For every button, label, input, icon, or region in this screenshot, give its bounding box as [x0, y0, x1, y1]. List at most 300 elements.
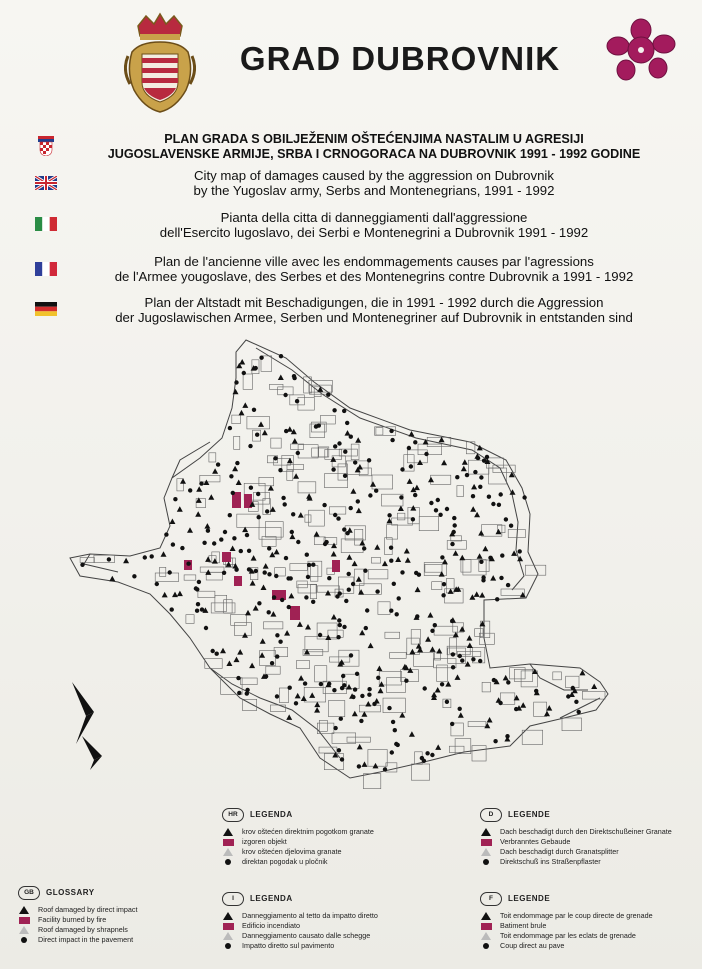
title-line: de l'Armee yougoslave, des Serbes et des Montenegrins contre Dubrovnik a 1991 - 1992	[114, 269, 634, 284]
impact-dot	[326, 393, 330, 397]
roof-impact-mark	[435, 744, 441, 750]
building-block	[200, 475, 220, 482]
building-block	[450, 638, 457, 654]
roof-impact-mark	[187, 527, 193, 533]
shrapnel-damage-symbol	[481, 848, 491, 856]
impact-dot	[278, 468, 282, 472]
roof-impact-mark	[180, 478, 186, 484]
roof-impact-mark	[208, 494, 214, 500]
building-block	[329, 701, 345, 717]
burned-building	[332, 560, 340, 572]
title-line: der Jugoslawischen Armee, Serben und Montenegriner auf Dubrovnik in entstanden sind	[115, 310, 633, 325]
impact-dot	[332, 688, 336, 692]
roof-impact-mark	[357, 464, 363, 470]
impact-dot	[273, 456, 277, 460]
roof-impact-mark	[395, 557, 401, 563]
impact-dot	[353, 687, 357, 691]
building-block	[407, 450, 427, 463]
roof-impact-mark	[278, 375, 284, 381]
roof-impact-mark	[286, 714, 292, 720]
roof-impact-mark	[305, 624, 311, 630]
roof-impact-mark	[234, 657, 240, 663]
roof-impact-mark	[466, 635, 472, 641]
building-block	[383, 698, 405, 713]
roof-impact-mark	[314, 702, 320, 708]
building-block	[266, 666, 280, 674]
impact-dot	[481, 578, 485, 582]
building-block	[390, 653, 407, 659]
legend-title: LEGENDA	[250, 894, 293, 903]
legend-title: GLOSSARY	[46, 888, 95, 897]
roof-impact-mark	[309, 692, 315, 698]
impact-dot	[291, 512, 295, 516]
impact-dot	[409, 464, 413, 468]
impact-dot	[303, 681, 307, 685]
legend-french	[480, 892, 695, 951]
building-block	[379, 671, 401, 685]
impact-dot	[392, 582, 396, 586]
building-block	[328, 630, 343, 637]
impact-dot	[342, 409, 346, 413]
impact-dot	[509, 524, 513, 528]
roof-impact-mark	[496, 697, 502, 703]
impact-dot	[434, 508, 438, 512]
impact-dot	[237, 691, 241, 695]
roof-impact-mark	[331, 551, 337, 557]
legend-label: Direct impact in the pavement	[38, 935, 134, 944]
impact-dot	[242, 371, 246, 375]
building-block	[296, 661, 309, 669]
impact-dot	[356, 499, 360, 503]
impact-dot	[248, 444, 252, 448]
building-block	[385, 632, 400, 638]
building-block	[368, 750, 387, 767]
impact-dot	[363, 569, 367, 573]
roof-impact-mark	[295, 693, 301, 699]
roof-impact-mark	[287, 426, 293, 432]
impact-dot	[254, 569, 258, 573]
impact-dot	[473, 470, 477, 474]
impact-dot	[411, 517, 415, 521]
impact-dot	[287, 605, 291, 609]
building-block	[265, 522, 283, 538]
impact-dot	[80, 563, 84, 567]
language-code-badge: I	[222, 892, 244, 906]
roof-impact-mark	[409, 649, 415, 655]
impact-dot	[506, 680, 510, 684]
title-line: dell'Esercito lugoslavo, dei Serbi e Montenegrini a Dubrovnik 1991 - 1992	[159, 225, 589, 240]
impact-dot	[257, 601, 261, 605]
roof-impact-mark	[260, 638, 266, 644]
legend-row	[222, 911, 432, 921]
impact-dot	[399, 495, 403, 499]
roof-impact-mark	[503, 675, 509, 681]
roof-impact-mark	[284, 630, 290, 636]
roof-impact-mark	[314, 707, 320, 713]
impact-dot	[365, 608, 369, 612]
impact-dot	[245, 691, 249, 695]
title-italian	[64, 210, 684, 240]
roof-impact-mark	[288, 593, 294, 599]
impact-dot	[518, 549, 522, 553]
impact-dot	[347, 572, 351, 576]
shrapnel-damage-symbol	[223, 932, 233, 940]
legend-label: Danneggiamento causato dalle schegge	[242, 931, 371, 940]
impact-dot	[487, 495, 491, 499]
impact-dot	[338, 591, 342, 595]
impact-dot	[164, 532, 168, 536]
building-block	[411, 764, 429, 780]
impact-dot	[155, 582, 159, 586]
roof-impact-mark	[242, 402, 248, 408]
building-block	[347, 737, 370, 742]
roof-impact-mark	[203, 480, 209, 486]
impact-dot	[322, 503, 326, 507]
roof-impact-mark	[430, 646, 436, 652]
legend-row	[222, 941, 432, 951]
roof-impact-mark	[195, 511, 201, 517]
roof-impact-mark	[355, 437, 361, 443]
roof-impact-mark	[441, 460, 447, 466]
roof-impact-mark	[356, 576, 362, 582]
roof-impact-mark	[314, 531, 320, 537]
legend-row	[480, 837, 695, 847]
roof-impact-mark	[415, 587, 421, 593]
roof-impact-mark	[297, 621, 303, 627]
roof-impact-mark	[482, 546, 488, 552]
title-line: Pianta della citta di danneggiamenti dall'aggressione	[220, 210, 528, 225]
impact-dot	[367, 693, 371, 697]
impact-dot	[440, 555, 444, 559]
roof-impact-mark	[270, 506, 276, 512]
roof-impact-symbol	[481, 828, 491, 836]
impact-dot	[522, 495, 526, 499]
building-block	[447, 541, 466, 550]
title-line: Plan de l'ancienne ville avec les endommagements causes par l'agressions	[154, 254, 594, 269]
building-block	[534, 702, 547, 716]
roof-impact-mark	[448, 588, 454, 594]
impact-dot	[395, 612, 399, 616]
impact-dot	[252, 408, 256, 412]
building-block	[332, 733, 356, 744]
roof-impact-mark	[487, 717, 493, 723]
building-block	[305, 515, 311, 522]
building-block	[298, 445, 318, 458]
impact-dot	[229, 474, 233, 478]
roof-impact-mark	[274, 549, 280, 555]
city-outline	[70, 340, 608, 778]
legend-label: Verbranntes Gebaude	[500, 837, 571, 846]
impact-dot	[577, 710, 581, 714]
impact-dot	[423, 686, 427, 690]
roof-impact-mark	[544, 711, 550, 717]
impact-dot	[499, 576, 503, 580]
impact-dot	[360, 694, 364, 698]
impact-dot	[471, 494, 475, 498]
impact-dot	[311, 600, 315, 604]
impact-dot	[228, 426, 232, 430]
roof-impact-mark	[469, 594, 475, 600]
impact-dot	[450, 542, 454, 546]
impact-dot	[247, 549, 251, 553]
impact-dot	[349, 506, 353, 510]
title-line: City map of damages caused by the aggression on Dubrovnik	[194, 168, 554, 183]
roof-impact-mark	[292, 438, 298, 444]
impact-dot	[438, 513, 442, 517]
impact-dot	[295, 399, 299, 403]
roof-impact-mark	[478, 530, 484, 536]
legend-title: LEGENDE	[508, 894, 551, 903]
impact-dot	[336, 635, 340, 639]
title-german	[64, 295, 684, 325]
pavement-impact-symbol	[21, 937, 27, 943]
roof-impact-mark	[427, 612, 433, 618]
roof-impact-mark	[347, 527, 353, 533]
impact-dot	[506, 583, 510, 587]
shrapnel-damage-symbol	[481, 932, 491, 940]
roof-impact-mark	[298, 675, 304, 681]
legend-label: Direktschuß ins Straßenpflaster	[500, 857, 601, 866]
impact-dot	[215, 652, 219, 656]
building-block	[290, 564, 307, 571]
building-block	[562, 718, 582, 731]
impact-dot	[407, 446, 411, 450]
language-code-badge: HR	[222, 808, 244, 822]
burned-building-symbol	[223, 839, 234, 846]
legend-row	[480, 847, 695, 857]
roof-impact-mark	[459, 555, 465, 561]
legend-row	[222, 827, 422, 837]
impact-dot	[430, 753, 434, 757]
burned-buildings	[184, 492, 340, 620]
title-line: Plan der Altstadt mit Beschadigungen, die in 1991 - 1992 durch die Aggression	[144, 295, 604, 310]
building-block	[235, 623, 252, 636]
impact-dot	[404, 679, 408, 683]
impact-dot	[440, 682, 444, 686]
building-block	[200, 567, 224, 572]
building-block	[363, 774, 380, 789]
roof-impact-mark	[410, 505, 416, 511]
building-block	[232, 415, 241, 424]
roof-impact-mark	[172, 592, 178, 598]
roof-impact-mark	[445, 681, 451, 687]
impact-dot	[195, 587, 199, 591]
building-block	[310, 584, 316, 598]
roof-impact-mark	[376, 666, 382, 672]
building-block	[241, 678, 258, 685]
building-block	[94, 555, 115, 562]
building-block	[311, 566, 318, 582]
impact-dot	[223, 530, 227, 534]
building-block	[482, 682, 490, 692]
roof-impact-mark	[404, 548, 410, 554]
impact-dot	[485, 455, 489, 459]
impact-dot	[259, 356, 263, 360]
roof-impact-mark	[474, 591, 480, 597]
legend-italian	[222, 892, 432, 951]
building-block	[304, 687, 326, 702]
building-block	[372, 475, 393, 489]
building-block	[582, 691, 605, 699]
roof-impact-mark	[261, 585, 267, 591]
pavement-impact-symbol	[483, 943, 489, 949]
impact-dot	[479, 560, 483, 564]
impact-dot	[497, 503, 501, 507]
impact-dot	[374, 489, 378, 493]
impact-dot	[493, 739, 497, 743]
impact-dot	[296, 540, 300, 544]
title-french	[64, 254, 684, 284]
roof-impact-mark	[226, 661, 232, 667]
legend-row	[480, 941, 695, 951]
roof-impact-mark	[470, 506, 476, 512]
roof-impact-mark	[382, 561, 388, 567]
roof-impact-mark	[409, 431, 415, 437]
roof-impact-mark	[352, 561, 358, 567]
impact-dot	[270, 661, 274, 665]
title-line: JUGOSLAVENSKE ARMIJE, SRBA I CRNOGORACA NA DUBROVNIK 1991 - 1992 GODINE	[107, 147, 641, 161]
impact-dot	[458, 654, 462, 658]
roof-impact-mark	[269, 552, 275, 558]
roof-impact-mark	[109, 576, 115, 582]
impact-dot	[375, 589, 379, 593]
impact-dot	[393, 728, 397, 732]
impact-dot	[389, 609, 393, 613]
impact-dot	[342, 625, 346, 629]
building-block	[351, 444, 359, 460]
building-block	[525, 565, 545, 575]
roof-impact-mark	[467, 643, 473, 649]
impact-dot	[319, 682, 323, 686]
roof-impact-mark	[233, 389, 239, 395]
building-block	[271, 438, 281, 448]
roof-impact-mark	[458, 712, 464, 718]
building-block	[419, 516, 439, 530]
language-code-badge: F	[480, 892, 502, 906]
impact-dot	[274, 574, 278, 578]
roof-impact-mark	[220, 648, 226, 654]
impact-dot	[376, 676, 380, 680]
impact-dot	[234, 380, 238, 384]
roof-impact-mark	[331, 614, 337, 620]
impact-dot	[279, 354, 283, 358]
impact-dot	[343, 474, 347, 478]
building-block	[437, 665, 448, 682]
impact-dot	[231, 491, 235, 495]
building-block	[397, 513, 405, 520]
roof-impact-mark	[471, 484, 477, 490]
roof-impact-mark	[398, 506, 404, 512]
impact-dot	[239, 549, 243, 553]
roof-impact-mark	[177, 506, 183, 512]
roof-impact-mark	[453, 632, 459, 638]
pavement-impact-symbol	[483, 859, 489, 865]
impact-dot	[249, 486, 253, 490]
roof-impact-mark	[374, 544, 380, 550]
impact-dot	[196, 602, 200, 606]
impact-dot	[353, 460, 357, 464]
roof-impact-mark	[520, 702, 526, 708]
building-block	[493, 465, 515, 472]
impact-dot	[367, 687, 371, 691]
roof-impact-symbol	[19, 906, 29, 914]
flower-ornament-icon	[604, 18, 678, 82]
pavement-impact-symbol	[225, 943, 231, 949]
title-croatian	[64, 132, 684, 162]
legend-row	[480, 931, 695, 941]
legend-title: LEGENDE	[508, 810, 551, 819]
impact-dot	[232, 536, 236, 540]
title-line: by the Yugoslav army, Serbs and Montenegrians, 1991 - 1992	[193, 183, 555, 198]
building-block	[457, 486, 464, 497]
roof-impact-mark	[298, 512, 304, 518]
impact-dot	[387, 706, 391, 710]
impact-dot	[216, 462, 220, 466]
building-block	[475, 629, 483, 637]
legend-german	[480, 808, 695, 867]
pavement-impact-symbol	[225, 859, 231, 865]
legend-label: direktan pogodak u pločnik	[242, 857, 328, 866]
impact-dot	[499, 492, 503, 496]
uk-flag-icon	[35, 176, 57, 190]
italy-flag-icon	[35, 217, 57, 231]
impact-dot	[150, 554, 154, 558]
roof-impact-mark	[436, 648, 442, 654]
roof-impact-mark	[230, 546, 236, 552]
building-block	[259, 527, 281, 539]
roof-impact-mark	[331, 543, 337, 549]
impact-dot	[390, 750, 394, 754]
impact-dot	[307, 563, 311, 567]
impact-dot	[275, 694, 279, 698]
roof-impact-mark	[359, 540, 365, 546]
building-block	[479, 633, 494, 644]
impact-dot	[267, 572, 271, 576]
impact-dot	[283, 393, 287, 397]
roof-impact-mark	[368, 643, 374, 649]
impact-dot	[311, 563, 315, 567]
roof-impact-mark	[350, 488, 356, 494]
roof-impact-mark	[250, 580, 256, 586]
language-code-badge: GB	[18, 886, 40, 900]
roof-impact-mark	[205, 556, 211, 562]
building-block	[243, 374, 252, 389]
dubrovnik-coat-of-arms-icon	[124, 12, 196, 116]
building-block	[368, 570, 388, 579]
legend-label: Coup direct au pave	[500, 941, 565, 950]
impact-dot	[452, 516, 456, 520]
legend-label: Facility burned by fire	[38, 915, 107, 924]
roof-impact-mark	[459, 626, 465, 632]
impact-dot	[491, 502, 495, 506]
impact-dot	[228, 513, 232, 517]
impact-dot	[338, 623, 342, 627]
building-block	[461, 560, 471, 573]
impact-dot	[222, 571, 226, 575]
impact-dot	[429, 501, 433, 505]
impact-dot	[288, 686, 292, 690]
building-block	[472, 746, 486, 761]
impact-dot	[219, 537, 223, 541]
roof-impact-mark	[346, 684, 352, 690]
impact-dot	[199, 481, 203, 485]
roof-impact-mark	[365, 701, 371, 707]
impact-dot	[280, 598, 284, 602]
impact-dot	[263, 570, 267, 574]
impact-dot	[339, 717, 343, 721]
roof-impact-mark	[431, 695, 437, 701]
germany-flag-icon	[35, 302, 57, 316]
